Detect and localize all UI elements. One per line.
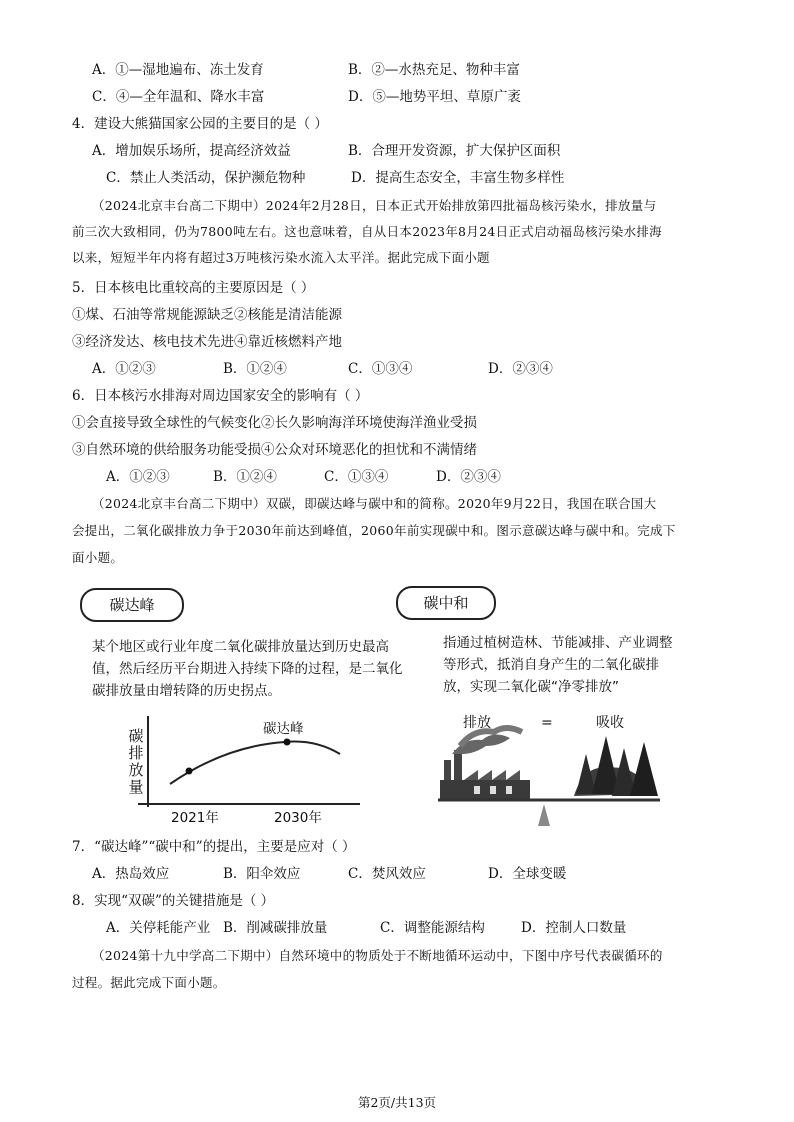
balance-fulcrum [538,804,550,826]
q5-stem: 5．日本核电比重较高的主要原因是（ ） [72,280,315,296]
x-tick-2021: 2021年 [171,810,219,826]
page-footer: 第2页/共13页 [357,1095,437,1110]
forest-icon [574,736,658,796]
q8-option-d: D．控制人口数量 [521,920,627,936]
q6-option-b: B．①②④ [213,469,277,485]
q6-option-a: A．①②③ [106,469,170,485]
q8-option-c: C．调整能源结构 [380,920,485,936]
q5-option-c: C．①③④ [348,361,413,377]
absorption-label: 吸收 [596,715,624,731]
point-2021 [186,768,193,775]
peak-label: 碳达峰 [263,721,304,737]
material3-line2: 过程。据此完成下面小题。 [72,975,226,990]
x-tick-2030: 2030年 [274,810,322,826]
material2-line3: 面小题。 [72,550,124,565]
q3-option-c: C．④—全年温和、降水丰富 [92,89,265,105]
material2-line2: 会提出，二氧化碳排放力争于2030年前达到峰值，2060年前实现碳中和。图示意碳达峰与碳中和。完成下 [72,523,676,538]
q7-option-b: B．阳伞效应 [223,866,301,882]
emission-curve [170,742,340,785]
q8-option-a: A．关停耗能产业 [106,920,211,936]
q6-option-c: C．①③④ [324,469,389,485]
y-axis-label: 碳排放量 [128,727,144,796]
q4-option-c: C．禁止人类活动，保护濒危物种 [106,170,306,186]
carbon-neutral-definition: 指通过植树造林、节能减排、产业调整等形式，抵消自身产生的二氧化碳排放，实现二氧化碳“净零排放” [443,635,673,695]
balance-illustration [434,724,664,830]
q7-option-c: C．焚风效应 [348,866,426,882]
factory-icon [440,728,530,800]
q7-stem: 7．“碳达峰”“碳中和”的提出，主要是应对（ ） [72,839,356,855]
emission-label: 排放 [463,715,491,731]
q5-option-b: B．①②④ [223,361,287,377]
q6-stem: 6．日本核污水排海对周边国家安全的影响有（ ） [72,388,369,404]
carbon-peak-title-box: 碳达峰 [80,588,184,622]
equals-sign: = [541,715,553,731]
material1-line1: （2024北京丰台高二下期中）2024年2月28日，日本正式开始排放第四批福岛核污染水，排放量与 [92,198,657,213]
q7-option-a: A．热岛效应 [92,866,170,882]
peak-point [284,739,291,746]
q3-option-a: A．①—湿地遍布、冻土发育 [92,62,264,78]
carbon-neutral-title-box: 碳中和 [396,586,496,620]
material2-line1: （2024北京丰台高二下期中）双碳，即碳达峰与碳中和的简称。2020年9月22日，我国在联合国大 [92,496,657,511]
q3-option-b: B．②—水热充足、物种丰富 [348,62,520,78]
q4-option-b: B．合理开发资源，扩大保护区面积 [348,143,561,159]
q7-option-d: D．全球变暖 [488,866,567,882]
q4-stem: 4．建设大熊猫国家公园的主要目的是（ ） [72,116,328,132]
q6-option-d: D．②③④ [436,469,501,485]
material1-line2: 前三次大致相同，仍为7800吨左右。这也意味着，自从日本2023年8月24日正式启动福岛核污染水排海 [72,224,662,239]
q5-option-a: A．①②③ [92,361,156,377]
q5-statement-2: ③经济发达、核电技术先进④靠近核燃料产地 [72,334,342,350]
carbon-peak-graph [130,712,370,830]
q4-option-d: D．提高生态安全，丰富生物多样性 [351,170,565,186]
material1-line3: 以来，短短半年内将有超过3万吨核污染水流入太平洋。据此完成下面小题 [72,250,490,265]
q6-statement-2: ③自然环境的供给服务功能受损④公众对环境恶化的担忧和不满情绪 [72,442,477,458]
q4-option-a: A．增加娱乐场所，提高经济效益 [92,143,291,159]
q5-option-d: D．②③④ [488,361,553,377]
q5-statement-1: ①煤、石油等常规能源缺乏②核能是清洁能源 [72,307,342,323]
material3-line1: （2024第十九中学高二下期中）自然环境中的物质处于不断地循环运动中，下图中序号代表碳循环的 [92,948,663,963]
carbon-peak-definition: 某个地区或行业年度二氧化碳排放量达到历史最高值，然后经历平台期进入持续下降的过程，是二氧化碳排放量由增转降的历史拐点。 [92,639,403,699]
q8-stem: 8．实现“双碳”的关键措施是（ ） [72,893,275,909]
q3-option-d: D．⑤—地势平坦、草原广袤 [348,89,521,105]
q8-option-b: B．削减碳排放量 [223,920,328,936]
q6-statement-1: ①会直接导致全球性的气候变化②长久影响海洋环境使海洋渔业受损 [72,415,477,431]
